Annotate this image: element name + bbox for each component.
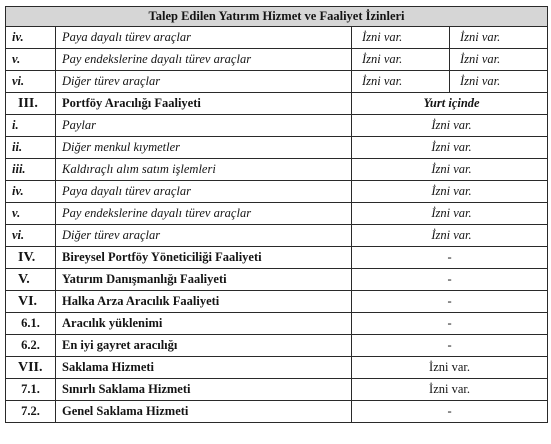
row-value-2: İzni var. [450,71,548,93]
row-number: i. [6,115,56,137]
row-value-2: İzni var. [450,27,548,49]
table-row [6,203,548,225]
row-value: İzni var. [352,225,548,247]
row-number: vi. [6,225,56,247]
table-row [6,225,548,247]
section-label: Portföy Aracılığı Faaliyeti [56,93,352,115]
subsection-label: En iyi gayret aracılığı [56,335,352,357]
table-row [6,137,548,159]
section-number: III. [6,93,56,115]
table-row [6,27,548,49]
row-value-1: İzni var. [352,71,450,93]
row-value-1: İzni var. [352,27,450,49]
row-label: Paylar [56,115,352,137]
table-row [6,49,548,71]
table-title: Talep Edilen Yatırım Hizmet ve Faaliyet İzinleri [6,7,548,27]
table-header-row [6,7,548,27]
permissions-table [5,6,548,423]
section-number: VI. [6,291,56,313]
row-value-2: İzni var. [450,49,548,71]
row-number: v. [6,49,56,71]
section-value: İzni var. [352,357,548,379]
subsection-value: İzni var. [352,379,548,401]
row-label: Diğer menkul kıymetler [56,137,352,159]
section-row [6,247,548,269]
row-label: Paya dayalı türev araçlar [56,181,352,203]
row-value: İzni var. [352,181,548,203]
row-value: İzni var. [352,203,548,225]
section-row [6,357,548,379]
row-label: Kaldıraçlı alım satım işlemleri [56,159,352,181]
subsection-label: Sınırlı Saklama Hizmeti [56,379,352,401]
row-label: Diğer türev araçlar [56,225,352,247]
section-value: - [352,269,548,291]
row-label: Pay endekslerine dayalı türev araçlar [56,49,352,71]
section-number: VII. [6,357,56,379]
subsection-label: Genel Saklama Hizmeti [56,401,352,423]
row-number: ii. [6,137,56,159]
subsection-row [6,401,548,423]
subsection-number: 7.2. [6,401,56,423]
section-label: Saklama Hizmeti [56,357,352,379]
section-label: Halka Arza Aracılık Faaliyeti [56,291,352,313]
section-value: - [352,291,548,313]
section-number: IV. [6,247,56,269]
section-number: V. [6,269,56,291]
subsection-row [6,313,548,335]
row-value: İzni var. [352,115,548,137]
row-number: v. [6,203,56,225]
section-label: Bireysel Portföy Yöneticiliği Faaliyeti [56,247,352,269]
subsection-value: - [352,313,548,335]
row-label: Diğer türev araçlar [56,71,352,93]
subsection-number: 6.2. [6,335,56,357]
subsection-row [6,379,548,401]
row-number: vi. [6,71,56,93]
section-value: - [352,247,548,269]
subsection-label: Aracılık yüklenimi [56,313,352,335]
row-number: iv. [6,27,56,49]
subsection-number: 6.1. [6,313,56,335]
section-row [6,269,548,291]
row-value: İzni var. [352,137,548,159]
section-row [6,93,548,115]
row-label: Pay endekslerine dayalı türev araçlar [56,203,352,225]
table-row [6,115,548,137]
section-row [6,291,548,313]
row-value-1: İzni var. [352,49,450,71]
table-row [6,159,548,181]
section-label: Yatırım Danışmanlığı Faaliyeti [56,269,352,291]
row-value: İzni var. [352,159,548,181]
section-value: Yurt içinde [352,93,548,115]
subsection-row [6,335,548,357]
subsection-number: 7.1. [6,379,56,401]
table-row [6,181,548,203]
row-label: Paya dayalı türev araçlar [56,27,352,49]
subsection-value: - [352,401,548,423]
subsection-value: - [352,335,548,357]
row-number: iv. [6,181,56,203]
table-row [6,71,548,93]
row-number: iii. [6,159,56,181]
